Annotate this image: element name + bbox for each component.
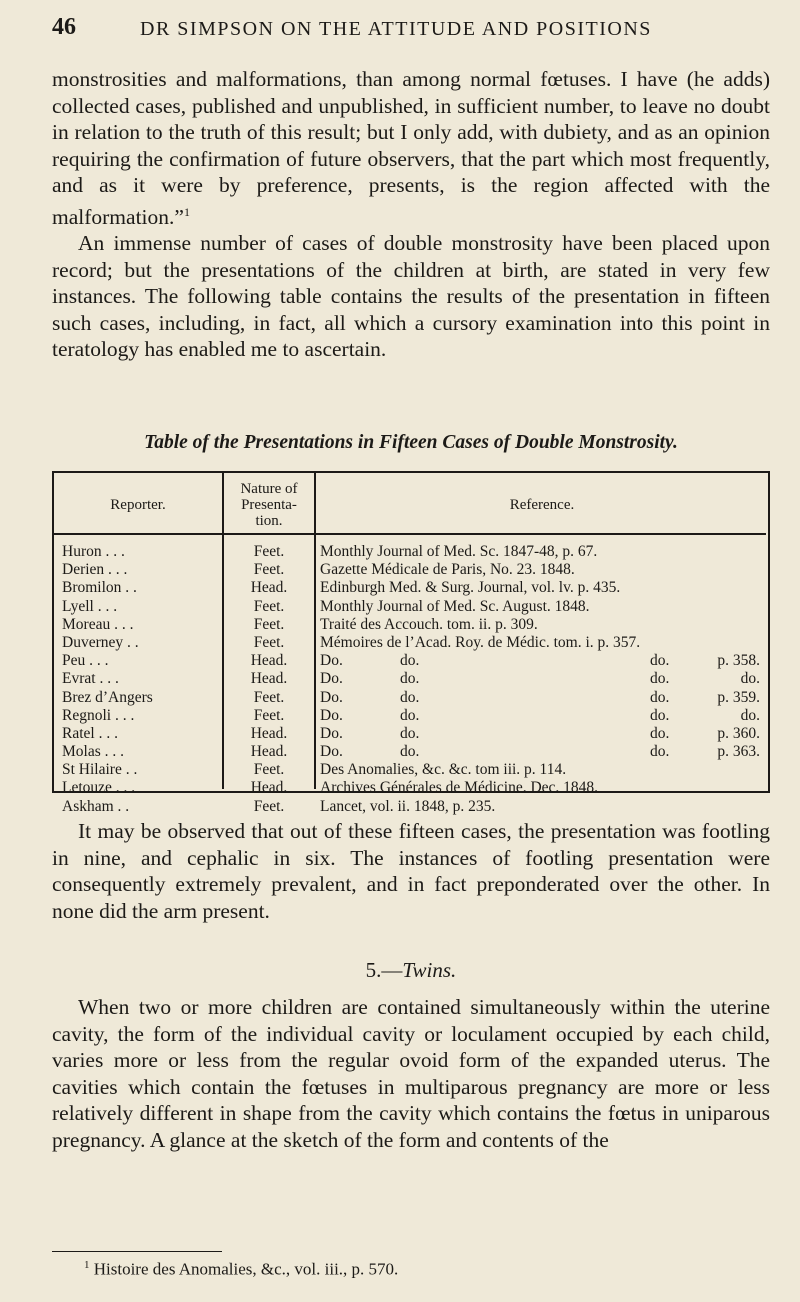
table-cell-nature: Feet. bbox=[253, 633, 285, 651]
reference-part: Mémoires de l’Acad. Roy. de Médic. tom. i. p. 357. bbox=[320, 633, 641, 651]
column-divider bbox=[314, 471, 316, 789]
reference-part: Edinburgh Med. & Surg. Journal, vol. lv. p. 435. bbox=[320, 579, 621, 597]
reference-column bbox=[320, 543, 768, 816]
reference-part: Do. bbox=[320, 652, 343, 670]
table-cell-reporter: Lyell . . . bbox=[62, 597, 118, 615]
table-cell-reporter: Evrat . . . bbox=[62, 670, 119, 688]
reference-part: do. bbox=[400, 724, 420, 742]
section-heading bbox=[52, 958, 770, 983]
running-head: DR SIMPSON ON THE ATTITUDE AND POSITIONS bbox=[140, 18, 652, 40]
reference-part: Do. bbox=[320, 706, 343, 724]
table-cell-nature: Feet. bbox=[253, 761, 285, 779]
nature-column bbox=[228, 543, 310, 816]
table-cell-reference bbox=[320, 779, 768, 797]
table-cell-nature: Head. bbox=[250, 670, 288, 688]
table-cell-reporter: Moreau . . . bbox=[62, 615, 134, 633]
footnote bbox=[84, 1259, 398, 1280]
table-cell-nature: Feet. bbox=[253, 688, 285, 706]
table-cell-nature: Feet. bbox=[253, 561, 285, 579]
table-cell-reference bbox=[320, 598, 768, 616]
table-cell-nature: Head. bbox=[250, 724, 288, 742]
reference-part: Do. bbox=[320, 743, 343, 761]
table-cell-reporter: Ratel . . . bbox=[62, 724, 118, 742]
reference-part: Gazette Médicale de Paris, No. 23. 1848. bbox=[320, 561, 575, 579]
table-cell-reporter: Regnoli . . . bbox=[62, 706, 135, 724]
reference-part: p. 359. bbox=[717, 688, 760, 706]
table-cell-reporter: Letouze . . . bbox=[62, 779, 136, 797]
reference-part: do. bbox=[400, 706, 420, 724]
table-cell-reporter: Duverney . . bbox=[62, 633, 139, 651]
section-number: 5.— bbox=[365, 958, 403, 982]
footnote-reference: 1 bbox=[183, 204, 190, 219]
table-cell-reference bbox=[320, 634, 768, 652]
table-cell-reference bbox=[320, 616, 768, 634]
table-cell-nature: Head. bbox=[250, 779, 288, 797]
table-cell-reporter: Brez d’Angers bbox=[62, 688, 153, 706]
footnote-text: Histoire des Anomalies, &c., vol. iii., p. 570. bbox=[93, 1259, 399, 1279]
reference-part: Des Anomalies, &c. &c. tom iii. p. 114. bbox=[320, 761, 567, 779]
reference-part: Traité des Accouch. tom. ii. p. 309. bbox=[320, 615, 538, 633]
reference-part: Lancet, vol. ii. 1848, p. 235. bbox=[320, 797, 496, 815]
table-cell-reporter: Molas . . . bbox=[62, 743, 124, 761]
column-header-reporter: Reporter. bbox=[110, 497, 166, 513]
text-block-bottom bbox=[52, 994, 770, 1153]
reference-part: do. bbox=[650, 706, 670, 724]
table-cell-nature: Feet. bbox=[253, 597, 285, 615]
reference-part: p. 358. bbox=[717, 652, 760, 670]
reference-part: Do. bbox=[320, 670, 343, 688]
table-cell-nature: Feet. bbox=[253, 543, 285, 560]
column-divider bbox=[222, 471, 224, 789]
table-cell-nature: Head. bbox=[250, 743, 288, 761]
header-divider bbox=[52, 533, 766, 535]
reference-part: do. bbox=[400, 688, 420, 706]
paragraph-continued: monstrosities and malformations, than among normal fœtuses. I have (he adds) collected cases, published and unpublished, in sufficient number, to leave no doubt in relation to the truth of this result; but I only add, with dubiety, and as an opinion requiring the confirmation of future observers, that the part which most frequently, and as it were by preference, presents, is the region affected with the malformation.”$^1$ bbox=[52, 67, 770, 229]
reference-part: do. bbox=[400, 743, 420, 761]
page-header bbox=[52, 14, 752, 44]
reference-part: p. 360. bbox=[717, 724, 760, 742]
reference-part: Monthly Journal of Med. Sc. August. 1848. bbox=[320, 597, 590, 615]
reference-part: Monthly Journal of Med. Sc. 1847-48, p. 67. bbox=[320, 543, 598, 560]
table-caption: Table of the Presentations in Fifteen Cases of Double Monstrosity. bbox=[144, 432, 678, 453]
reference-part: do. bbox=[400, 652, 420, 670]
table-cell-reference bbox=[320, 743, 768, 761]
footnote-rule bbox=[52, 1251, 222, 1252]
reference-part: Do. bbox=[320, 724, 343, 742]
column-header-nature: Nature of Presenta- tion. bbox=[240, 481, 298, 529]
table-cell-reporter: Huron . . . bbox=[62, 543, 125, 560]
paragraph-twins: When two or more children are contained simultaneously within the uterine cavity, the form of the individual cavity or loculament occupied by each child, varies more or less from the regular ovoid form of the expanded uterus. The cavities which contain the fœtuses in multiparous pregnancy are more or less relatively different in shape from the cavity which contains the fœtus in uniparous pregnancy. A glance at the sketch of the form and contents of the bbox=[52, 995, 770, 1152]
reference-part: Archives Générales de Médicine. Dec. 1848. bbox=[320, 779, 599, 797]
table-cell-reference bbox=[320, 761, 768, 779]
table-cell-nature: Feet. bbox=[253, 706, 285, 724]
reference-part: do. bbox=[650, 670, 670, 688]
reference-part: do. bbox=[740, 706, 760, 724]
column-header-reference: Reference. bbox=[509, 497, 575, 513]
reference-part: do. bbox=[400, 670, 420, 688]
table-cell-reference bbox=[320, 707, 768, 725]
page-number: 46 bbox=[52, 14, 76, 40]
text-block-middle bbox=[52, 818, 770, 924]
table-cell-nature: Head. bbox=[250, 652, 288, 670]
table-cell-reporter: Peu . . . bbox=[62, 652, 109, 670]
table-cell-reference bbox=[320, 579, 768, 597]
reference-part: do. bbox=[650, 743, 670, 761]
section-title: Twins. bbox=[402, 958, 457, 982]
footnote-mark: 1 bbox=[84, 1259, 90, 1271]
table-cell-reference bbox=[320, 652, 768, 670]
table-cell-nature: Feet. bbox=[253, 797, 285, 815]
reference-part: do. bbox=[650, 688, 670, 706]
table-cell-reference bbox=[320, 670, 768, 688]
text-block-top bbox=[52, 66, 770, 363]
paragraph-double-monstrosity: An immense number of cases of double monstrosity have been placed upon record; but the presentations of the children at birth, are stated in very few instances. The following table contains the results of the presentation in fifteen such cases, including, in fact, all which a cursory examination into this point in teratology has enabled me to ascertain. bbox=[52, 231, 770, 362]
reference-part: p. 363. bbox=[717, 743, 760, 761]
table-cell-reference bbox=[320, 798, 768, 816]
table-cell-nature: Head. bbox=[250, 579, 288, 597]
presentations-table bbox=[52, 471, 770, 815]
reference-part: do. bbox=[650, 652, 670, 670]
reference-part: do. bbox=[650, 724, 670, 742]
table-cell-reporter: Askham . . bbox=[62, 797, 130, 815]
reporter-column bbox=[62, 543, 222, 816]
table-cell-nature: Feet. bbox=[253, 615, 285, 633]
paragraph-observation: It may be observed that out of these fifteen cases, the presentation was footling in nine, and cephalic in six. The instances of footling presentation were consequently extremely prevalent, and in fact preponderated over the other. In none did the arm present. bbox=[52, 819, 770, 923]
table-cell-reference bbox=[320, 725, 768, 743]
reference-part: Do. bbox=[320, 688, 343, 706]
table-cell-reporter: Bromilon . . bbox=[62, 579, 137, 597]
table-cell-reference bbox=[320, 543, 768, 561]
reference-part: do. bbox=[740, 670, 760, 688]
table-cell-reference bbox=[320, 561, 768, 579]
table-cell-reference bbox=[320, 689, 768, 707]
table-cell-reporter: Derien . . . bbox=[62, 561, 128, 579]
table-cell-reporter: St Hilaire . . bbox=[62, 761, 138, 779]
